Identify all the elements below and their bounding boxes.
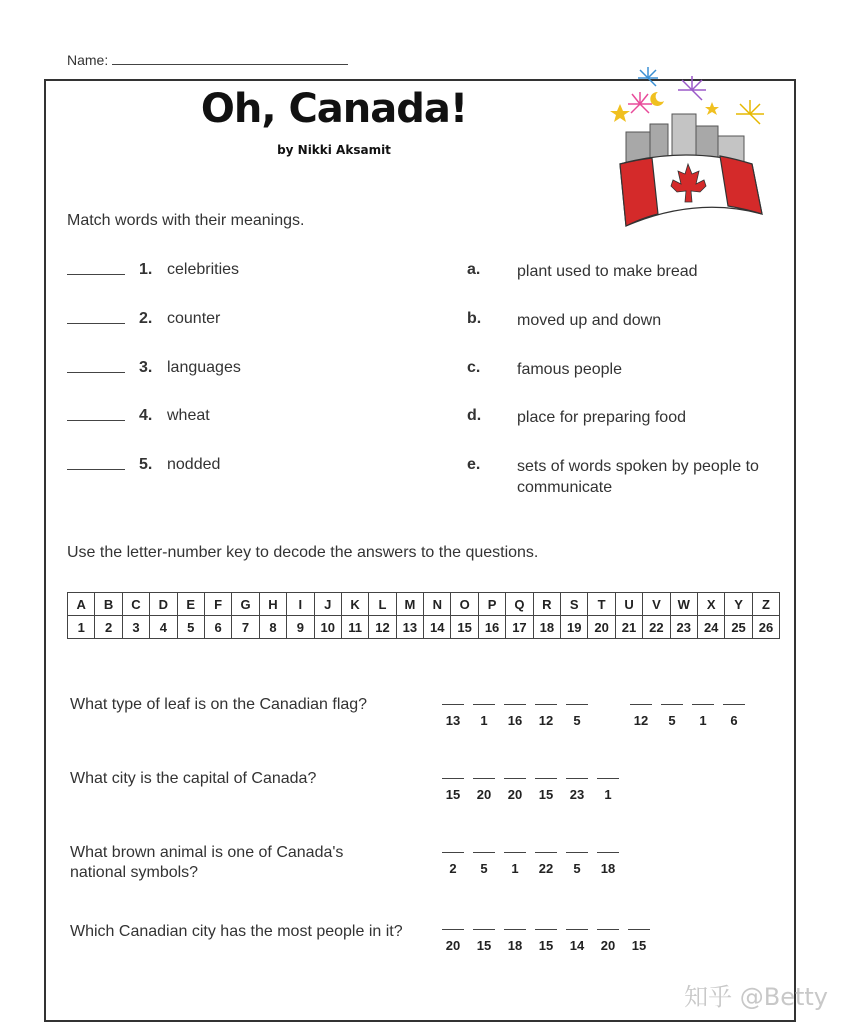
key-letter-cell: F (204, 593, 231, 616)
code-letter-slot[interactable] (503, 698, 527, 728)
code-number: 15 (445, 787, 461, 802)
key-letter-cell: L (369, 593, 396, 616)
code-number: 13 (445, 713, 461, 728)
code-number: 20 (476, 787, 492, 802)
code-letter-slot[interactable] (441, 923, 465, 953)
key-number-cell: 14 (424, 616, 451, 639)
key-number-cell: 25 (725, 616, 752, 639)
key-letter-cell: U (615, 593, 642, 616)
star-icon (705, 102, 719, 115)
question-text: What city is the capital of Canada? (70, 770, 317, 787)
key-number-cell: 12 (369, 616, 396, 639)
vocab-word: celebrities (167, 261, 240, 278)
code-letter-slot[interactable] (503, 846, 527, 876)
key-number-cell: 17 (506, 616, 533, 639)
code-number: 22 (538, 861, 554, 876)
meaning-text: place for preparing food (517, 409, 686, 426)
code-letter-slot[interactable] (472, 923, 496, 953)
firework-pink (628, 92, 652, 113)
letter-blank[interactable] (597, 772, 619, 779)
code-number: 16 (507, 713, 523, 728)
code-letter-slot[interactable] (534, 772, 558, 802)
code-letter-slot[interactable] (441, 698, 465, 728)
code-number: 15 (538, 787, 554, 802)
moon-icon (650, 92, 664, 106)
key-letter-cell: O (451, 593, 478, 616)
key-number-cell: 18 (533, 616, 560, 639)
name-field[interactable] (67, 52, 348, 68)
code-number: 14 (569, 938, 585, 953)
answer-blank[interactable] (67, 469, 125, 470)
key-letter-cell: H (259, 593, 286, 616)
key-number-cell: 1 (68, 616, 95, 639)
code-letter-slot[interactable] (503, 923, 527, 953)
letter-blank[interactable] (723, 698, 745, 705)
code-number: 1 (604, 787, 612, 802)
letter-blank[interactable] (535, 846, 557, 853)
key-number-cell: 19 (561, 616, 588, 639)
code-number: 12 (633, 713, 649, 728)
letter-blank[interactable] (597, 846, 619, 853)
code-letter-slot[interactable] (565, 772, 589, 802)
code-letter-slot[interactable] (660, 698, 684, 728)
answer-blank[interactable] (67, 372, 125, 373)
code-number: 1 (699, 713, 707, 728)
key-number-cell: 3 (122, 616, 149, 639)
key-number-cell: 5 (177, 616, 204, 639)
code-letter-slot[interactable] (627, 923, 651, 953)
meaning-text: plant used to make bread (517, 263, 698, 280)
key-letter-cell: W (670, 593, 697, 616)
key-letter-cell: N (424, 593, 451, 616)
key-number-cell: 26 (752, 616, 779, 639)
key-letters-row (68, 593, 780, 616)
key-number-cell: 9 (287, 616, 314, 639)
code-letter-slot[interactable] (441, 772, 465, 802)
letter-blank[interactable] (535, 923, 557, 930)
firework-purple (678, 76, 706, 100)
meaning-letter: b. (467, 310, 482, 327)
key-letter-cell: X (697, 593, 724, 616)
item-number: 4. (139, 407, 153, 424)
code-letter-slot[interactable] (565, 698, 589, 728)
letter-blank[interactable] (535, 698, 557, 705)
letter-blank[interactable] (692, 698, 714, 705)
star-icon (610, 104, 630, 122)
letter-blank[interactable] (504, 772, 526, 779)
code-letter-slot[interactable] (472, 772, 496, 802)
code-number: 20 (507, 787, 523, 802)
key-number-cell: 8 (259, 616, 286, 639)
key-letter-cell: M (396, 593, 423, 616)
code-letter-slot[interactable] (503, 772, 527, 802)
key-number-cell: 6 (204, 616, 231, 639)
letter-blank[interactable] (473, 698, 495, 705)
meaning-letter: a. (467, 261, 481, 278)
letter-blank[interactable] (442, 772, 464, 779)
key-number-cell: 22 (643, 616, 670, 639)
letter-blank[interactable] (566, 846, 588, 853)
item-number: 2. (139, 310, 153, 327)
code-number: 15 (538, 938, 554, 953)
code-number: 5 (480, 861, 488, 876)
key-number-cell: 23 (670, 616, 697, 639)
match-instruction: Match words with their meanings. (67, 212, 305, 229)
letter-blank[interactable] (442, 698, 464, 705)
key-letter-cell: G (232, 593, 259, 616)
letter-blank[interactable] (535, 772, 557, 779)
code-number: 5 (668, 713, 676, 728)
key-number-cell: 2 (95, 616, 122, 639)
code-letter-slot[interactable] (691, 698, 715, 728)
letter-blank[interactable] (473, 772, 495, 779)
letter-blank[interactable] (504, 698, 526, 705)
key-letter-cell: R (533, 593, 560, 616)
letter-blank[interactable] (566, 772, 588, 779)
key-letter-cell: Y (725, 593, 752, 616)
answer-blank[interactable] (67, 274, 125, 275)
name-label: Name: (67, 52, 109, 68)
code-number: 15 (631, 938, 647, 953)
letter-blank[interactable] (628, 923, 650, 930)
letter-blank[interactable] (473, 846, 495, 853)
meaning-letter: c. (467, 359, 481, 376)
key-letter-cell: I (287, 593, 314, 616)
item-number: 3. (139, 359, 153, 376)
letter-blank[interactable] (566, 698, 588, 705)
code-letter-slot[interactable] (565, 846, 589, 876)
author-byline: by Nikki Aksamit (277, 143, 391, 157)
code-letter-slot[interactable] (596, 846, 620, 876)
key-numbers-row (68, 616, 780, 639)
meaning-text: famous people (517, 361, 622, 378)
watermark: 知乎 @Betty (684, 983, 828, 1011)
meaning-text: sets of words spoken by people to communicate (517, 458, 759, 496)
code-number: 18 (600, 861, 616, 876)
letter-blank[interactable] (442, 923, 464, 930)
key-number-cell: 15 (451, 616, 478, 639)
item-number: 1. (139, 261, 153, 278)
code-letter-slot[interactable] (596, 772, 620, 802)
letter-blank[interactable] (661, 698, 683, 705)
key-letter-cell: K (341, 593, 368, 616)
code-number: 1 (511, 861, 519, 876)
code-letter-slot[interactable] (596, 923, 620, 953)
item-number: 5. (139, 456, 153, 473)
key-number-cell: 11 (341, 616, 368, 639)
key-number-cell: 4 (150, 616, 177, 639)
code-number: 6 (730, 713, 738, 728)
code-number: 2 (449, 861, 457, 876)
meaning-letter: e. (467, 456, 481, 473)
code-letter-slot[interactable] (472, 698, 496, 728)
code-letter-slot[interactable] (441, 846, 465, 876)
code-number: 20 (600, 938, 616, 953)
letter-blank[interactable] (597, 923, 619, 930)
canada-flag-fireworks-illustration (600, 64, 772, 234)
key-letter-cell: S (561, 593, 588, 616)
key-letter-cell: B (95, 593, 122, 616)
key-letter-cell: Z (752, 593, 779, 616)
key-letter-cell: Q (506, 593, 533, 616)
question-text: What brown animal is one of Canada's national symbols? (70, 844, 344, 881)
key-letter-cell: V (643, 593, 670, 616)
vocab-word: languages (167, 359, 241, 376)
letter-blank[interactable] (566, 923, 588, 930)
answer-blank[interactable] (67, 323, 125, 324)
code-number: 18 (507, 938, 523, 953)
key-letter-cell: C (122, 593, 149, 616)
key-number-cell: 7 (232, 616, 259, 639)
key-letter-cell: P (478, 593, 505, 616)
code-number: 1 (480, 713, 488, 728)
key-number-cell: 20 (588, 616, 615, 639)
code-letter-slot[interactable] (534, 698, 558, 728)
code-letter-slot[interactable] (722, 698, 746, 728)
letter-blank[interactable] (504, 923, 526, 930)
code-letter-slot[interactable] (629, 698, 653, 728)
decode-instruction: Use the letter-number key to decode the answers to the questions. (67, 544, 539, 561)
code-number: 5 (573, 861, 581, 876)
key-letter-cell: T (588, 593, 615, 616)
letter-blank[interactable] (504, 846, 526, 853)
code-number: 20 (445, 938, 461, 953)
vocab-word: counter (167, 310, 221, 327)
code-letter-slot[interactable] (534, 846, 558, 876)
code-number: 15 (476, 938, 492, 953)
firework-blue (638, 67, 658, 86)
vocab-word: nodded (167, 456, 221, 473)
key-letter-cell: A (68, 593, 95, 616)
canada-flag (620, 155, 762, 226)
firework-yellow (736, 100, 764, 124)
key-letter-cell: J (314, 593, 341, 616)
question-text: Which Canadian city has the most people in it? (70, 923, 403, 940)
code-number: 12 (538, 713, 554, 728)
key-number-cell: 21 (615, 616, 642, 639)
code-number: 5 (573, 713, 581, 728)
vocab-word: wheat (167, 407, 210, 424)
key-letter-cell: D (150, 593, 177, 616)
letter-blank[interactable] (473, 923, 495, 930)
name-blank[interactable] (112, 52, 348, 65)
letter-number-key (67, 592, 780, 639)
meaning-letter: d. (467, 407, 482, 424)
letter-blank[interactable] (442, 846, 464, 853)
key-number-cell: 24 (697, 616, 724, 639)
key-number-cell: 10 (314, 616, 341, 639)
code-number: 23 (569, 787, 585, 802)
key-letter-cell: E (177, 593, 204, 616)
worksheet-title: Oh, Canada! (200, 86, 468, 132)
question-text: What type of leaf is on the Canadian flag? (70, 696, 368, 713)
code-letter-slot[interactable] (565, 923, 589, 953)
letter-blank[interactable] (630, 698, 652, 705)
code-letter-slot[interactable] (534, 923, 558, 953)
code-letter-slot[interactable] (472, 846, 496, 876)
key-number-cell: 13 (396, 616, 423, 639)
answer-blank[interactable] (67, 420, 125, 421)
key-number-cell: 16 (478, 616, 505, 639)
meaning-text: moved up and down (517, 312, 662, 329)
